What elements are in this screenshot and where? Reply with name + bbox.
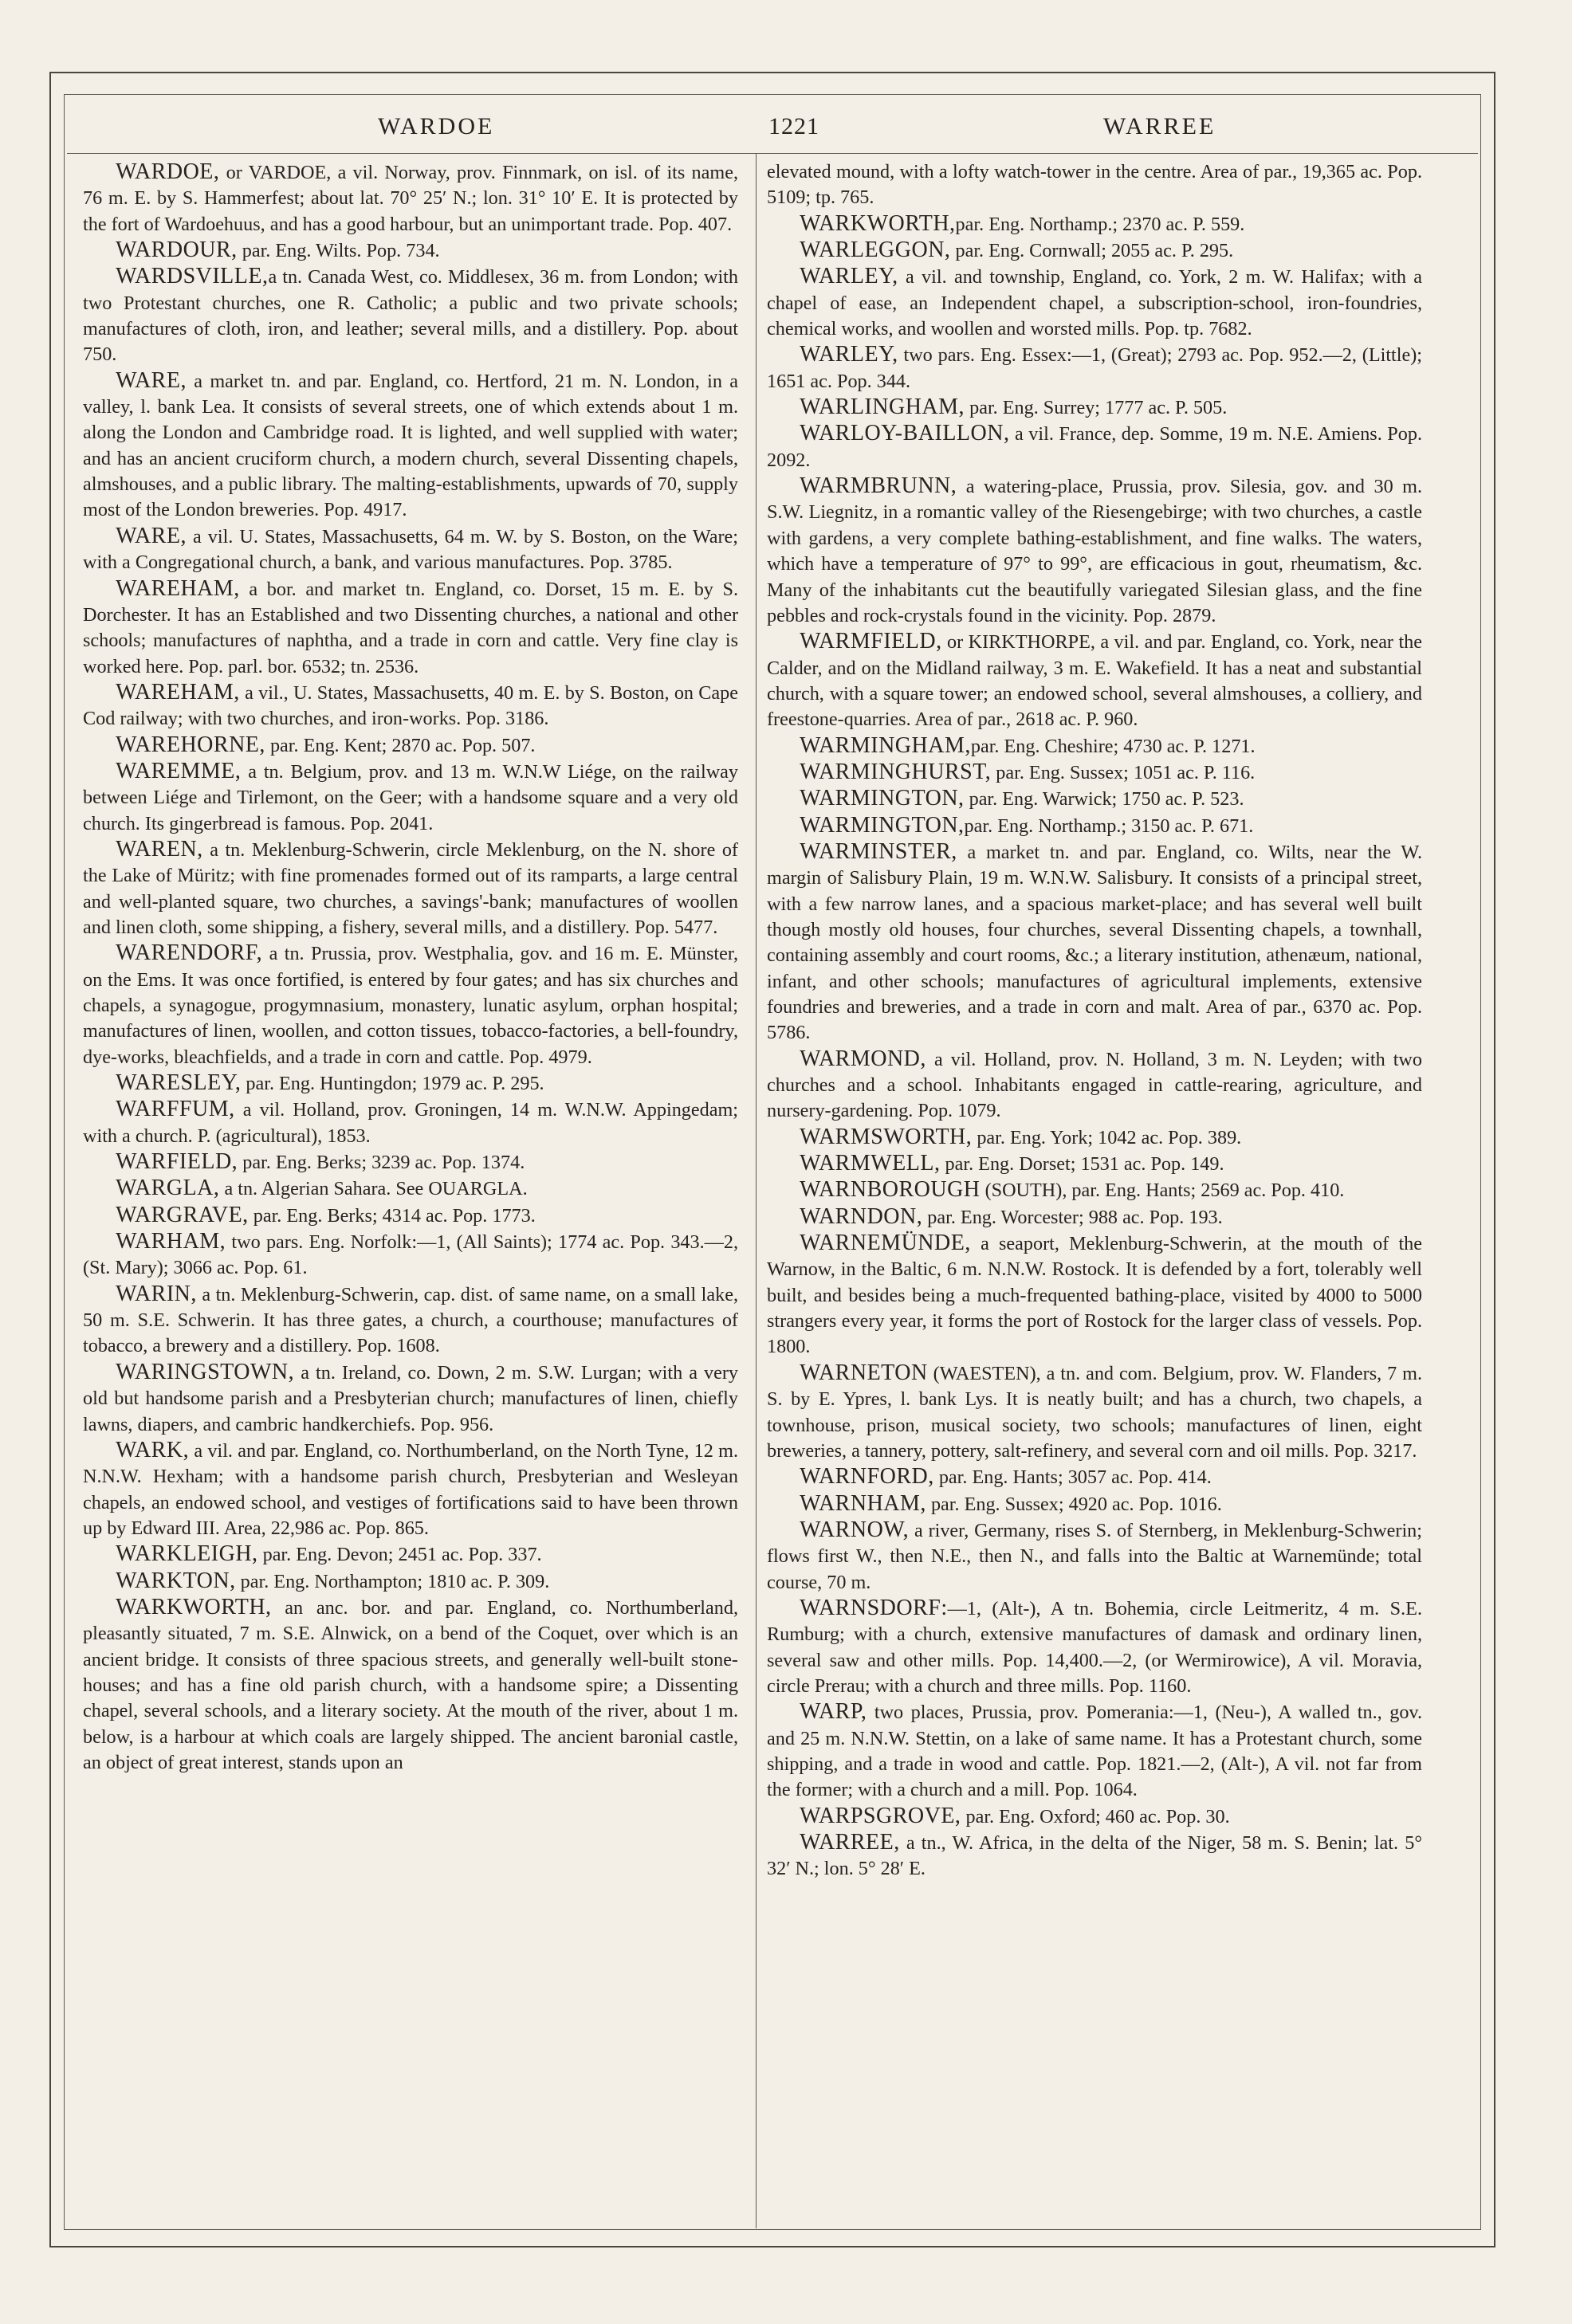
entry-headword: WARMOND, — [800, 1046, 926, 1071]
entry-body: par. Eng. Sussex; 4920 ac. Pop. 1016. — [926, 1493, 1222, 1515]
dictionary-entry — [767, 1596, 1422, 1699]
dictionary-entry — [83, 576, 738, 680]
dictionary-entry — [83, 1229, 738, 1282]
entry-body: par. Eng. Sussex; 1051 ac. P. 116. — [991, 761, 1256, 783]
entry-body: par. Eng. Berks; 4314 ac. Pop. 1773. — [248, 1204, 536, 1227]
entry-body: a tn. Canada West, co. Middlesex, 36 m. from London; with two Protestant churches, one R. Catholic; a public and two private schools; manufactures of cloth, iron, and leather; several mills, and a distillery. Pop. about 750. — [83, 266, 738, 366]
dictionary-entry — [83, 264, 738, 367]
entry-body: par. Eng. Surrey; 1777 ac. P. 505. — [965, 397, 1228, 419]
entry-body: par. Eng. Oxford; 460 ac. Pop. 30. — [961, 1805, 1230, 1827]
entry-body: a vil. and par. England, co. Northumberland, on the North Tyne, 12 m. N.N.W. Hexham; with a handsome parish church, Presbyterian and Wesleyan chapels, an endowed school, and vestiges of fortifications said to have been thrown up by Edward III. Area, 22,986 ac. Pop. 865. — [83, 1439, 738, 1539]
entry-body: or VARDOE, a vil. Norway, prov. Finnmark, on isl. of its name, 76 m. E. by S. Hammerfest; about lat. 70° 25′ N.; lon. 31° 10′ E. It is protected by the fort of Wardoehuus, and has a good harbour, but an unimportant trade. Pop. 407. — [83, 162, 738, 235]
entry-headword: WARHAM, — [116, 1229, 226, 1254]
entry-body: par. Eng. Huntingdon; 1979 ac. P. 295. — [241, 1073, 544, 1095]
dictionary-entry — [83, 1541, 738, 1568]
dictionary-entry — [767, 1830, 1422, 1882]
entry-headword: WARK, — [116, 1437, 190, 1462]
dictionary-entry — [767, 629, 1422, 732]
entry-body: —1, (Alt-), A tn. Bohemia, circle Leitmeritz, 4 m. S.E. Rumburg; with a church, extensive manufactures of damask and ordinary linen, several saw and other mills. Pop. 14,400.—2, (or Wermirowice), A vil. Moravia, circle Prerau; with a church and three mills. Pop. 1160. — [767, 1597, 1422, 1697]
entry-headword: WARMINGHAM, — [800, 732, 971, 758]
entry-headword: WARNETON — [800, 1360, 928, 1385]
entry-body: a tn. Ireland, co. Down, 2 m. S.W. Lurgan; with a very old but handsome parish and a Presbyterian church; manufactures of linen, chiefly lawns, diapers, and cambric handkerchiefs. Pop. 956. — [83, 1361, 738, 1435]
entry-body: (SOUTH), par. Eng. Hants; 2569 ac. Pop. 410. — [980, 1180, 1345, 1202]
entry-headword: WARENDORF, — [116, 940, 263, 966]
entry-body: par. Eng. Cheshire; 4730 ac. P. 1271. — [970, 735, 1256, 757]
entry-headword: WARNFORD, — [800, 1464, 934, 1490]
entry-body: two pars. Eng. Essex:—1, (Great); 2793 ac. Pop. 952.—2, (Little); 1651 ac. Pop. 344. — [767, 344, 1422, 392]
entry-headword: WARDSVILLE, — [116, 264, 269, 289]
entry-body: a vil. U. States, Massachusetts, 64 m. W. by S. Boston, on the Ware; with a Congregational church, a bank, and various manufactures. Pop. 3785. — [83, 525, 738, 574]
dictionary-entry — [83, 1203, 738, 1229]
entry-body: a tn., W. Africa, in the delta of the Niger, 58 m. S. Benin; lat. 5° 32′ N.; lon. 5° 28′ E. — [767, 1832, 1422, 1880]
dictionary-entry — [767, 760, 1422, 786]
entry-headword: WARP, — [800, 1699, 867, 1725]
entry-body: par. Eng. Hants; 3057 ac. Pop. 414. — [933, 1466, 1212, 1489]
entry-headword: WARLOY-BAILLON, — [800, 421, 1010, 446]
entry-headword: WARKWORTH, — [800, 210, 956, 236]
entry-body: a vil. Holland, prov. N. Holland, 3 m. N. Leyden; with two churches and a school. Inhabitants engaged in cattle-rearing, agriculture, and nursery-gardening. Pop. 1079. — [767, 1048, 1422, 1122]
dictionary-entry — [767, 1699, 1422, 1803]
entry-headword: WARNBOROUGH — [800, 1177, 981, 1203]
dictionary-entry — [83, 1595, 738, 1776]
dictionary-entry — [767, 786, 1422, 812]
header-first-entry: WARDOE — [378, 113, 495, 139]
entry-body: a watering-place, Prussia, prov. Silesia, gov. and 30 m. S.W. Liegnitz, in a romantic valley of the Riesengebirge; with two churches, a castle with gardens, a very complete bathing-establishment, and fine walks. The waters, which have a temperature of 97° to 99°, are efficacious in gout, rheumatism, &c. Many of the inhabitants cut the beautifully variegated Silesian glass, and the fine pebbles and rock-crystals found in the vicinity. Pop. 2879. — [767, 476, 1422, 626]
entry-body: a bor. and market tn. England, co. Dorset, 15 m. E. by S. Dorchester. It has an Established and two Dissenting churches, a national and other schools; manufactures of naphtha, and a trade in corn and cattle. Very fine clay is worked here. Pop. parl. bor. 6532; tn. 2536. — [83, 578, 738, 677]
entry-headword: WARESLEY, — [116, 1070, 242, 1096]
entry-headword: WARMSWORTH, — [800, 1124, 973, 1149]
entry-body: par. Eng. York; 1042 ac. Pop. 389. — [972, 1126, 1242, 1148]
dictionary-entry — [83, 1282, 738, 1360]
dictionary-entry — [767, 813, 1422, 839]
entry-headword: WARGLA, — [116, 1176, 220, 1201]
running-header — [67, 108, 1478, 143]
entry-headword: WARKTON, — [116, 1568, 236, 1593]
dictionary-entry — [767, 238, 1422, 264]
entry-headword: WARKWORTH, — [116, 1594, 272, 1619]
column-divider — [756, 153, 757, 2228]
dictionary-entry — [767, 264, 1422, 342]
entry-body: a market tn. and par. England, co. Wilts, near the W. margin of Salisbury Plain, 19 m. W.N.W. Salisbury. It consists of a principal street, with a few narrow lanes, and a spacious market-place; and has several well built though mostly old houses, four churches, several Dissenting chapels, a townhall, containing assembly and court rooms, &c.; a literary institution, athenæum, national, infant, and other schools; manufactures of agricultural implements, extensive foundries and breweries, and a trade in corn and malt. Area of par., 6370 ac. Pop. 5786. — [767, 841, 1422, 1044]
entry-body: a tn. Belgium, prov. and 13 m. W.N.W Liége, on the railway between Liége and Tirlemont, on the Geer; with a handsome square and a very old church. Its gingerbread is famous. Pop. 2041. — [83, 760, 738, 834]
dictionary-entry — [83, 1438, 738, 1541]
entry-headword: WARLEY, — [800, 264, 898, 289]
dictionary-entry — [83, 1070, 738, 1097]
entry-body: two pars. Eng. Norfolk:—1, (All Saints); 1774 ac. Pop. 343.—2, (St. Mary); 3066 ac. Pop. 61. — [83, 1231, 738, 1279]
entry-headword: WARMFIELD, — [800, 629, 942, 654]
entry-headword: WARMWELL, — [800, 1151, 941, 1176]
entry-headword: WARMINGHURST, — [800, 759, 992, 784]
entry-body: par. Eng. Northamp.; 3150 ac. P. 671. — [964, 815, 1254, 837]
dictionary-entry — [767, 1177, 1422, 1203]
entry-headword: WARPSGROVE, — [800, 1803, 961, 1828]
entry-headword: WARLEY, — [800, 342, 898, 367]
dictionary-entry — [83, 368, 738, 524]
header-last-entry: WARREE — [1103, 113, 1216, 139]
dictionary-entry — [83, 524, 738, 576]
entry-headword: WAREMME, — [116, 758, 242, 783]
page-number: 1221 — [768, 113, 819, 139]
entry-headword: WARMINGTON, — [800, 786, 965, 811]
entry-headword: WARIN, — [116, 1281, 197, 1306]
dictionary-entry — [767, 473, 1422, 629]
dictionary-entry — [83, 680, 738, 732]
entry-headword: WARNHAM, — [800, 1490, 926, 1516]
entry-body: par. Eng. Worcester; 988 ac. Pop. 193. — [922, 1206, 1223, 1228]
entry-headword: WARNDON, — [800, 1203, 923, 1229]
dictionary-entry — [83, 837, 738, 940]
entry-headword: WARDOE, — [116, 159, 220, 184]
entry-headword: WARMINGTON, — [800, 812, 965, 838]
dictionary-entry — [83, 1176, 738, 1202]
dictionary-entry — [767, 395, 1422, 421]
entry-headword: WARDOUR, — [116, 238, 238, 263]
entry-headword: WAREHAM, — [116, 575, 240, 601]
entry-body: a seaport, Meklenburg-Schwerin, at the mouth of the Warnow, in the Baltic, 6 m. N.N.W. Rostock. It is defended by a fort, tolerably well built, and besides being a much-frequented bathing-place, visited by 4000 to 5000 strangers every year, it forms the port of Rostock for the larger class of vessels. Pop. 1800. — [767, 1233, 1422, 1358]
dictionary-entry — [83, 1149, 738, 1176]
dictionary-entry — [767, 1464, 1422, 1490]
dictionary-entry — [767, 1360, 1422, 1464]
dictionary-entry — [767, 1804, 1422, 1830]
entry-body: a tn. Meklenburg-Schwerin, cap. dist. of same name, on a small lake, 50 m. S.E. Schwerin. It has three gates, a church, a courthouse; manufactures of tobacco, a brewery and a distillery. Pop. 1608. — [83, 1283, 738, 1357]
entry-headword: WARREE, — [800, 1830, 900, 1855]
entry-body: a tn. Meklenburg-Schwerin, circle Meklenburg, on the N. shore of the Lake of Müritz; with fine promenades formed out of its ramparts, a large central and well-planted square, two churches, a savings'-bank; manufactures of woollen and linen cloth, some shipping, a fishery, several mills, and a distillery. Pop. 5477. — [83, 838, 738, 938]
entry-body: par. Eng. Dorset; 1531 ac. Pop. 149. — [940, 1153, 1224, 1176]
entry-body: a river, Germany, rises S. of Sternberg, in Meklenburg-Schwerin; flows first W., then N.E., then N., and falls into the Baltic at Warnemünde; total course, 70 m. — [767, 1519, 1422, 1593]
entry-headword: WARE, — [116, 367, 187, 393]
entry-headword: WARNOW, — [800, 1517, 910, 1542]
continued-entry-text: elevated mound, with a lofty watch-tower in the centre. Area of par., 19,365 ac. Pop. 5109; tp. 765. — [767, 161, 1422, 209]
entry-body: par. Eng. Kent; 2870 ac. Pop. 507. — [265, 734, 536, 756]
entry-body: two places, Prussia, prov. Pomerania:—1, (Neu-), A walled tn., gov. and 25 m. N.N.W. Stettin, on a lake of same name. It has a Protestant church, some shipping, and a trade in wood and cattle. Pop. 1821.—2, (Alt-), A vil. not far from the former; with a church and a mill. Pop. 1064. — [767, 1702, 1422, 1801]
entry-headword: WARE, — [116, 523, 187, 548]
dictionary-entry — [83, 732, 738, 759]
entry-headword: WARFIELD, — [116, 1149, 238, 1175]
left-column — [83, 159, 738, 1776]
entry-headword: WARMBRUNN, — [800, 473, 957, 499]
dictionary-entry — [767, 733, 1422, 760]
dictionary-entry — [767, 1491, 1422, 1517]
entry-headword: WAREHAM, — [116, 679, 240, 705]
dictionary-entry — [83, 940, 738, 1070]
entry-body: (WAESTEN), a tn. and com. Belgium, prov. W. Flanders, 7 m. S. by E. Ypres, l. bank Lys. It is neatly built; and has a church, two chapels, a townhouse, prison, musical society, two schools; manufactures of linen, eight breweries, a tannery, pottery, salt-refinery, and several corn and oil mills. Pop. 3217. — [767, 1362, 1422, 1462]
entry-headword: WARLEGGON, — [800, 238, 951, 263]
dictionary-entry — [767, 1231, 1422, 1360]
dictionary-entry — [767, 1517, 1422, 1596]
dictionary-entry — [767, 421, 1422, 473]
dictionary-entry — [767, 342, 1422, 395]
entry-headword: WARKLEIGH, — [116, 1541, 258, 1567]
entry-body: par. Eng. Devon; 2451 ac. Pop. 337. — [257, 1544, 542, 1566]
entry-body: a vil. Holland, prov. Groningen, 14 m. W.N.W. Appingedam; with a church. P. (agricultural), 1853. — [83, 1099, 738, 1147]
entry-headword: WARFFUM, — [116, 1097, 235, 1122]
dictionary-entry — [83, 1568, 738, 1595]
entry-headword: WARNEMÜNDE, — [800, 1231, 971, 1256]
entry-body: a vil. and township, England, co. York, 2 m. W. Halifax; with a chapel of ease, an Independent chapel, a subscription-school, iron-foundries, chemical works, and woollen and worsted mills. Pop. tp. 7682. — [767, 266, 1422, 340]
entry-body: par. Eng. Cornwall; 2055 ac. P. 295. — [950, 240, 1234, 262]
entry-body: a vil. France, dep. Somme, 19 m. N.E. Amiens. Pop. 2092. — [767, 423, 1422, 471]
entry-headword: WARLINGHAM, — [800, 395, 965, 420]
entry-body: par. Eng. Berks; 3239 ac. Pop. 1374. — [238, 1152, 525, 1174]
entry-body: a vil., U. States, Massachusetts, 40 m. E. by S. Boston, on Cape Cod railway; with two churches, and iron-works. Pop. 3186. — [83, 681, 738, 730]
dictionary-entry — [83, 238, 738, 264]
right-column — [767, 159, 1422, 1882]
entry-body: a tn. Algerian Sahara. See OUARGLA. — [219, 1178, 528, 1200]
entry-headword: WARGRAVE, — [116, 1202, 249, 1227]
dictionary-entry — [83, 159, 738, 238]
entry-headword: WARMINSTER, — [800, 838, 957, 864]
entry-body: or KIRKTHORPE, a vil. and par. England, co. York, near the Calder, and on the Midland railway, 3 m. E. Wakefield. It has a neat and substantial church, with a square tower; an endowed school, several almshouses, a colliery, and freestone-quarries. Area of par., 2618 ac. P. 960. — [767, 631, 1422, 731]
entry-body: par. Eng. Northamp.; 2370 ac. P. 559. — [955, 213, 1245, 235]
entry-body: par. Eng. Warwick; 1750 ac. P. 523. — [964, 788, 1244, 811]
entry-headword: WARNSDORF: — [800, 1595, 948, 1620]
entry-headword: WARINGSTOWN, — [116, 1359, 295, 1384]
entry-headword: WAREN, — [116, 836, 203, 862]
dictionary-entry — [767, 1204, 1422, 1231]
entry-body: par. Eng. Northampton; 1810 ac. P. 309. — [235, 1570, 550, 1592]
dictionary-entry — [83, 1097, 738, 1149]
dictionary-entry — [767, 1151, 1422, 1177]
dictionary-entry — [767, 839, 1422, 1046]
dictionary-entry — [83, 759, 738, 837]
dictionary-entry — [767, 1125, 1422, 1151]
dictionary-entry — [767, 211, 1422, 238]
entry-body: par. Eng. Wilts. Pop. 734. — [237, 240, 440, 262]
header-rule — [67, 153, 1478, 154]
entry-body: a tn. Prussia, prov. Westphalia, gov. and 16 m. E. Münster, on the Ems. It was once fortified, is entered by four gates; and has six churches and chapels, a synagogue, progymnasium, monastery, lunatic asylum, orphan hospital; manufactures of linen, woollen, and cotton tissues, tobacco-factories, a bell-foundry, dye-works, bleachfields, and a trade in corn and cattle. Pop. 4979. — [83, 943, 738, 1068]
dictionary-entry — [83, 1360, 738, 1438]
entry-body: a market tn. and par. England, co. Hertford, 21 m. N. London, in a valley, l. bank Lea. It consists of several streets, one of which extends about 1 m. along the London and Cambridge road. It is lighted, and well supplied with water; and has an ancient cruciform church, a modern church, several Dissenting chapels, almshouses, and a public library. The malting-establishments, upwards of 70, supply most of the London breweries. Pop. 4917. — [83, 370, 738, 521]
entry-body: an anc. bor. and par. England, co. Northumberland, pleasantly situated, 7 m. S.E. Alnwick, on a bend of the Coquet, over which is an ancient bridge. It consists of three spacious streets, and generally well-built stone-houses; and has a fine old parish church, with a handsome spire; a Dissenting chapel, several schools, and a literary society. At the mouth of the river, about 1 m. below, is a harbour at which coals are largely shipped. The ancient baronial castle, an object of great interest, stands upon an — [83, 1596, 738, 1773]
entry-headword: WAREHORNE, — [116, 732, 265, 757]
dictionary-entry — [767, 1046, 1422, 1125]
